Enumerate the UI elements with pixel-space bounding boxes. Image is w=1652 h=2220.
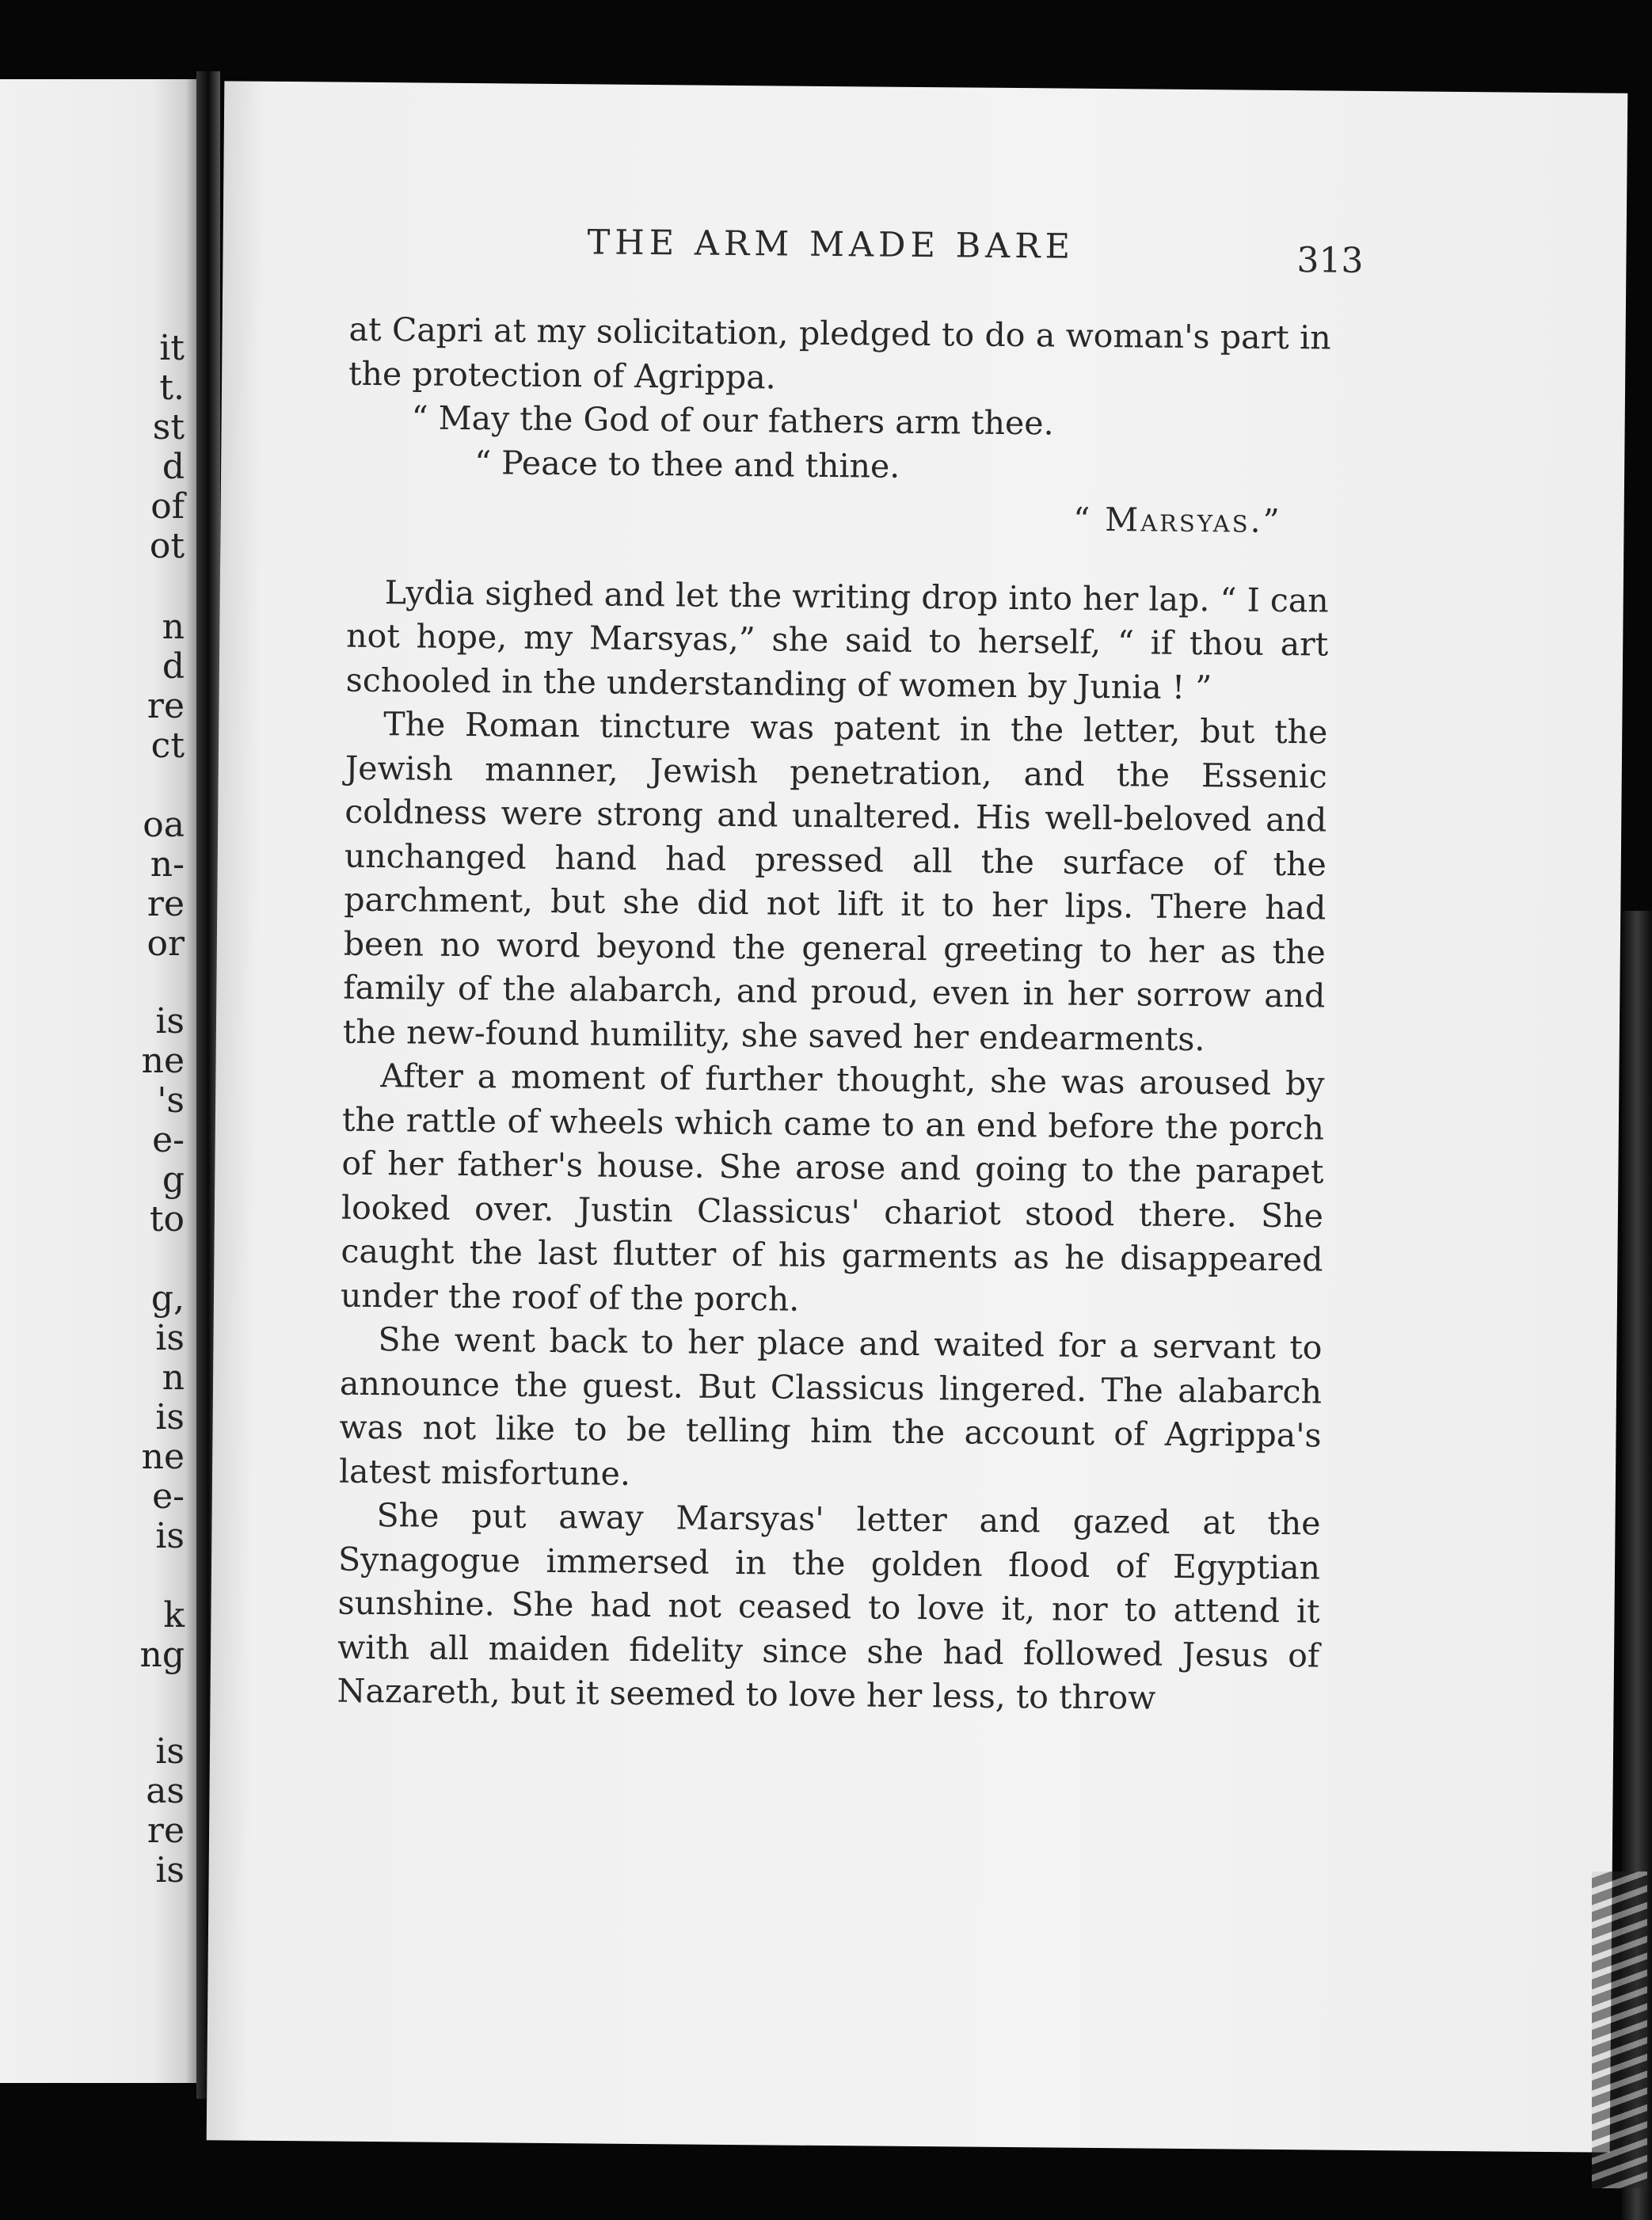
left-fragment: ne — [141, 1041, 185, 1081]
page-content — [337, 221, 1364, 1722]
running-head — [349, 221, 1364, 317]
left-fragment: is — [155, 1731, 185, 1772]
left-fragment: or — [147, 923, 185, 964]
running-head-title: THE ARM MADE BARE — [587, 223, 1075, 267]
left-fragment: n — [162, 607, 185, 647]
letter-signature: “ Marsyas.” — [1073, 500, 1282, 540]
left-fragment: re — [147, 686, 185, 726]
scan-edge-artifact — [1592, 1872, 1647, 2188]
left-fragment: re — [147, 1811, 185, 1851]
left-fragment: ot — [149, 526, 185, 566]
left-fragment: n — [162, 1358, 185, 1398]
paragraph: at Capri at my solicitation, pledged to do a woman's part in the protection of Agrippa. — [348, 310, 1331, 396]
left-fragment: is — [155, 1001, 185, 1041]
left-page-edge — [0, 79, 202, 2083]
book-page — [207, 81, 1628, 2152]
left-fragment: n- — [150, 844, 185, 885]
paragraph: After a moment of further thought, she was aroused by the rattle of wheels which came to an end before the porch of her father's house. She arose and going to the parapet looked over. Justin Classicus' chariot stood there. She caught the last flutter of his garments as he disappeared under the roof of the porch. — [340, 1057, 1325, 1319]
left-fragment: is — [155, 1516, 185, 1556]
left-fragment: oa — [143, 805, 185, 845]
paragraph: She put away Marsyas' letter and gazed at the Synagogue immersed in the golden flood of Egyptian sunshine. She had not ceased to love it, nor to attend it with all maiden fidelity since she had followed Jesus of Nazareth, but it seemed to love her less, to throw — [337, 1496, 1321, 1717]
paragraph: The Roman tincture was patent in the letter, but the Jewish manner, Jewish penetration, and the Essenic coldness were strong and unaltered. His well-beloved and unchanged hand had pressed all the surface of the parchment, but she did not lift it to her lips. There had been no word beyond the general greeting to her as the family of the alabarch, and proud, even in her sorrow and the new-found humility, she saved her endearments. — [342, 705, 1328, 1058]
left-fragment: it — [159, 328, 185, 368]
left-fragment: is — [155, 1850, 185, 1891]
left-fragment: of — [150, 486, 185, 527]
letter-closing-line: “ Peace to thee and thine. — [474, 443, 900, 486]
left-fragment: d — [162, 447, 185, 487]
left-fragment: ng — [139, 1635, 185, 1675]
left-fragment: 's — [157, 1080, 185, 1121]
paragraph: Lydia sighed and let the writing drop into her lap. “ I can not hope, my Marsyas,” she said to herself, “ if thou art schooled in the understanding of women by Junia ! ” — [345, 573, 1329, 706]
left-fragment: e- — [152, 1476, 185, 1517]
left-fragment: g, — [150, 1278, 185, 1319]
left-fragment: d — [162, 646, 185, 687]
left-fragment: ne — [141, 1437, 185, 1477]
left-fragment: to — [149, 1199, 185, 1239]
left-fragment: st — [152, 407, 185, 447]
left-fragment: e- — [152, 1120, 185, 1160]
left-page-text-fragments — [121, 79, 185, 2083]
left-fragment: is — [155, 1397, 185, 1437]
left-fragment: as — [146, 1771, 185, 1811]
left-fragment: t. — [159, 367, 185, 408]
page-number: 313 — [1296, 240, 1364, 281]
left-fragment: is — [155, 1318, 185, 1358]
paragraph: She went back to her place and waited for a servant to announce the guest. But Classicus lingered. The alabarch was not like to be telling him the account of Agrippa's latest misfortune. — [338, 1320, 1323, 1493]
letter-closing-line: “ May the God of our fathers arm thee. — [411, 398, 1054, 443]
left-fragment: k — [163, 1595, 185, 1635]
body-text — [337, 308, 1330, 1722]
left-fragment: g — [162, 1160, 185, 1200]
left-fragment: re — [147, 884, 185, 924]
left-fragment: ct — [150, 725, 185, 766]
